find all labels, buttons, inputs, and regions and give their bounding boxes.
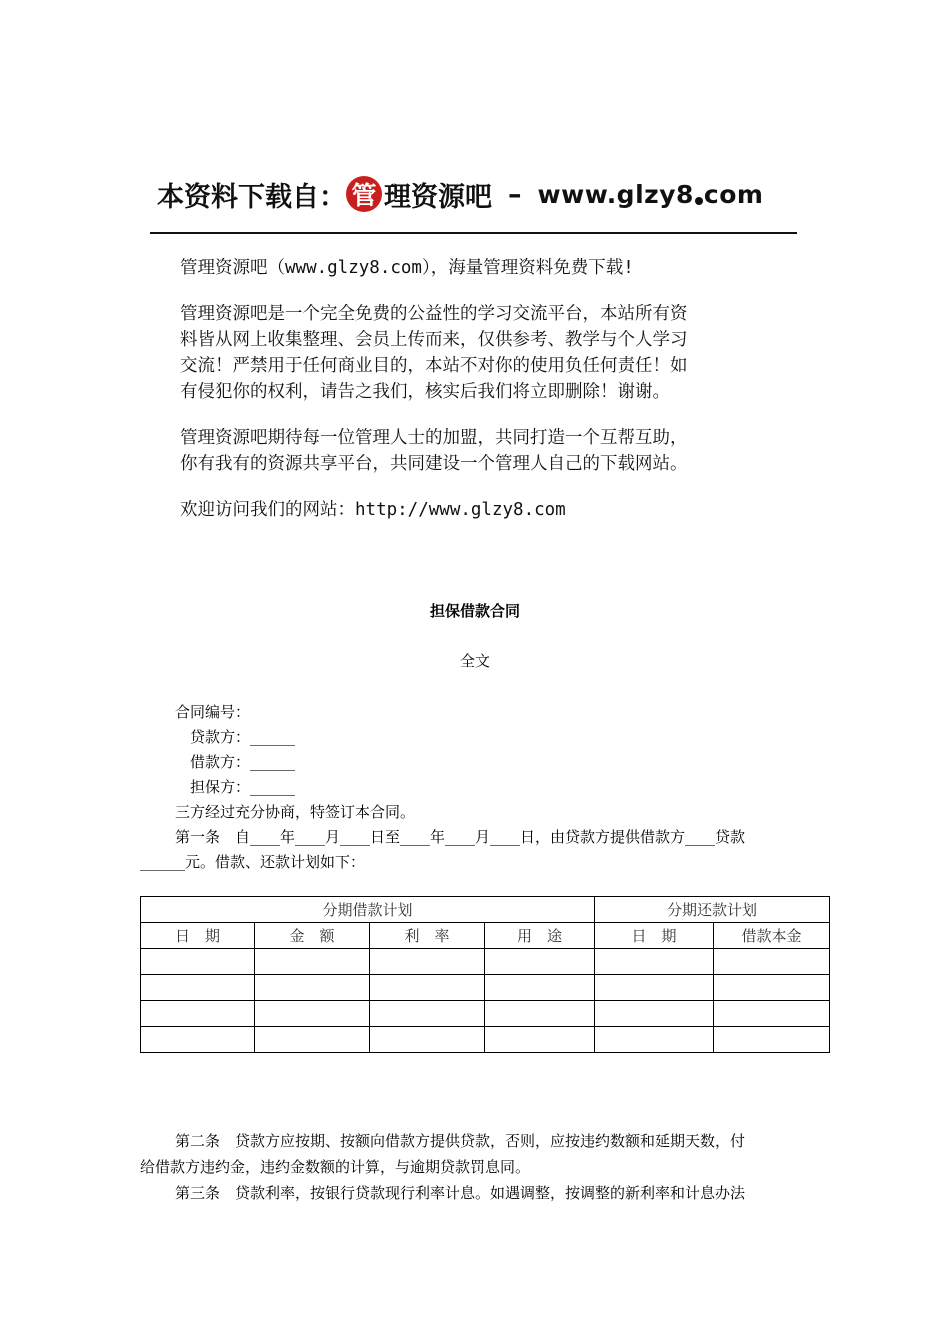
contract-number: 合同编号： <box>175 703 251 721</box>
table-column-header-row <box>141 923 830 949</box>
table-row <box>141 949 830 975</box>
contract-intro: 三方经过充分协商，特签订本合同。 <box>175 803 416 821</box>
column-header: 日 期 <box>141 923 255 949</box>
banner-dash: – <box>508 178 522 210</box>
notice-line: 有侵犯你的权利，请告之我们，核实后我们将立即删除！谢谢。 <box>180 382 670 402</box>
table-cell <box>255 949 370 975</box>
table-cell <box>485 949 595 975</box>
article-2-line-2: 给借款方违约金，违约金数额的计算，与逾期贷款罚息同。 <box>140 1158 531 1176</box>
table-cell <box>485 1027 595 1053</box>
table-cell <box>595 975 714 1001</box>
banner-brand: 理资源吧 <box>384 181 492 213</box>
table-cell <box>141 1001 255 1027</box>
repay-plan-header: 分期还款计划 <box>595 897 830 923</box>
banner-prefix: 本资料下载自： <box>157 181 346 213</box>
site-notice <box>180 255 780 543</box>
borrower-field: 借款方：______ <box>190 753 296 771</box>
article-3-line-1: 第三条 贷款利率，按银行贷款现行利率计息。如遇调整，按调整的新利率和计息办法 <box>175 1184 746 1202</box>
table-row <box>141 975 830 1001</box>
banner-url-tld: com <box>703 179 764 209</box>
table-cell <box>370 949 485 975</box>
notice-paragraph-4: 欢迎访问我们的网站：http://www.glzy8.com <box>180 500 566 520</box>
article-2-line-1: 第二条 贷款方应按期、按额向借款方提供贷款，否则，应按违约数额和延期天数，付 <box>175 1132 746 1150</box>
table-cell <box>485 1001 595 1027</box>
banner-url <box>538 180 764 209</box>
contract-title: 担保借款合同 <box>429 602 520 620</box>
notice-line: 管理资源吧是一个完全免费的公益性的学习交流平台，本站所有资 <box>180 304 688 324</box>
table-row <box>141 1027 830 1053</box>
table-cell <box>595 949 714 975</box>
contract-subtitle: 全文 <box>459 652 490 670</box>
table-row <box>141 1001 830 1027</box>
notice-line: 你有我有的资源共享平台，共同建设一个管理人自己的下载网站。 <box>180 454 688 474</box>
article-1-line-2: ______元。借款、还款计划如下： <box>140 853 366 871</box>
table-group-header-row <box>141 897 830 923</box>
table-cell <box>141 949 255 975</box>
column-header: 借款本金 <box>714 923 830 949</box>
table-cell <box>714 949 830 975</box>
table-cell <box>141 975 255 1001</box>
table-cell <box>370 1001 485 1027</box>
notice-line: 料皆从网上收集整理、会员上传而来，仅供参考、教学与个人学习 <box>180 330 688 350</box>
table-cell <box>595 1027 714 1053</box>
table-cell <box>595 1001 714 1027</box>
table-cell <box>370 975 485 1001</box>
table-cell <box>255 975 370 1001</box>
table-cell <box>255 1001 370 1027</box>
banner-divider <box>150 232 797 234</box>
download-banner <box>157 172 763 216</box>
notice-line: 管理资源吧期待每一位管理人士的加盟，共同打造一个互帮互助， <box>180 428 688 448</box>
article-1-line-1: 第一条 自____年____月____日至____年____月____日，由贷款方提供借款方____贷款 <box>175 828 746 846</box>
table-cell <box>141 1027 255 1053</box>
table-cell <box>714 1027 830 1053</box>
guarantor-field: 担保方：______ <box>190 778 296 796</box>
contract-articles-section <box>140 1128 820 1206</box>
column-header: 用 途 <box>485 923 595 949</box>
table-cell <box>714 1001 830 1027</box>
table-cell <box>255 1027 370 1053</box>
column-header: 日 期 <box>595 923 714 949</box>
notice-line: 交流！严禁用于任何商业目的，本站不对你的使用负任何责任！如 <box>180 356 688 376</box>
contract-header-section <box>140 700 820 875</box>
table-cell <box>485 975 595 1001</box>
table-cell <box>714 975 830 1001</box>
banner-url-host: www.glzy8 <box>537 179 694 209</box>
column-header: 利 率 <box>370 923 485 949</box>
banner-url-dot <box>695 197 703 205</box>
borrow-plan-header: 分期借款计划 <box>141 897 595 923</box>
table-cell <box>370 1027 485 1053</box>
loan-plan-table <box>140 896 830 1053</box>
notice-paragraph-3 <box>180 425 780 477</box>
notice-paragraph-1: 管理资源吧（www.glzy8.com），海量管理资料免费下载! <box>180 258 634 278</box>
lender-field: 贷款方：______ <box>190 728 296 746</box>
logo-icon: 管 <box>346 176 382 212</box>
notice-paragraph-2 <box>180 301 780 405</box>
column-header: 金 额 <box>255 923 370 949</box>
